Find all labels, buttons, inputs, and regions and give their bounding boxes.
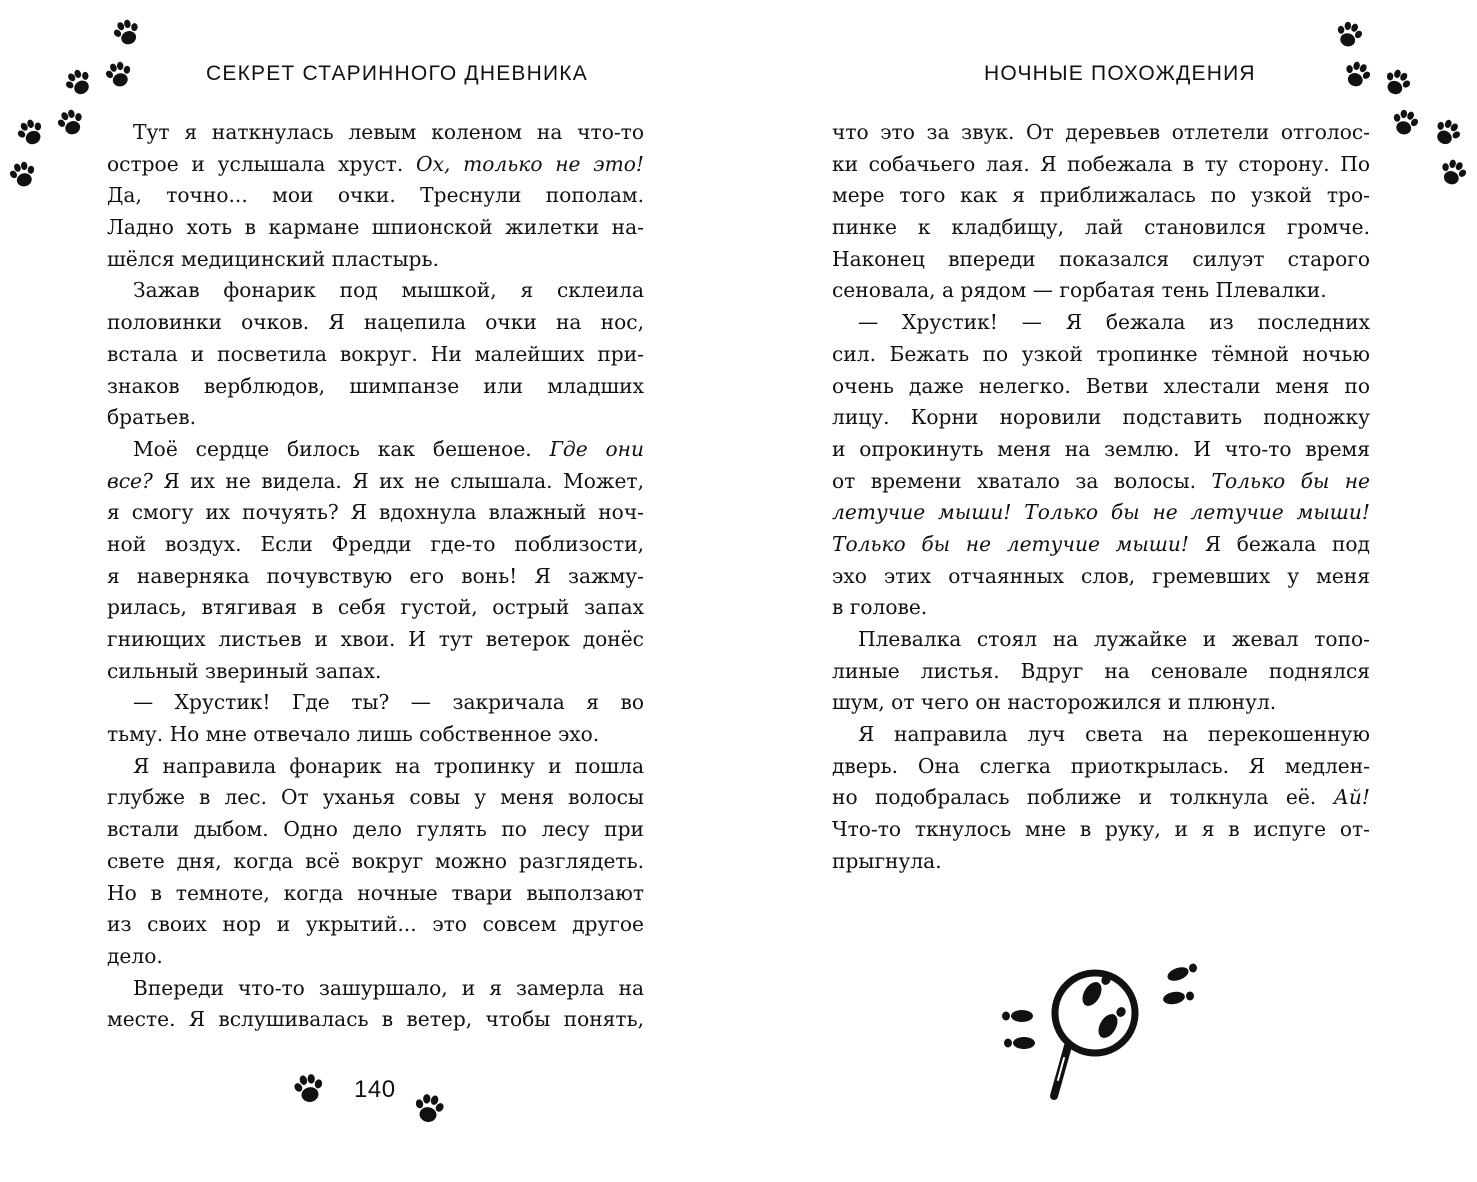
text-line bbox=[107, 466, 644, 498]
body-text: я наверняка почувствую его вонь! Я зажму- bbox=[107, 563, 644, 588]
body-text: шум, от чего он насторожился и плюнул. bbox=[832, 690, 1277, 715]
text-line bbox=[107, 561, 644, 593]
text-line bbox=[832, 371, 1370, 403]
paw-print-icon bbox=[104, 60, 134, 90]
paw-print-icon bbox=[1342, 60, 1372, 90]
text-line bbox=[107, 371, 644, 403]
body-text: — Хрустик! — Я бежала из последних bbox=[858, 310, 1370, 335]
text-line bbox=[107, 275, 644, 307]
text-line bbox=[107, 878, 644, 910]
body-text: свете дня, когда всё вокруг можно разглядеть. bbox=[107, 848, 644, 873]
body-text: ной воздух. Если Фредди где-то поблизости, bbox=[107, 531, 644, 556]
body-text: очень даже нелегко. Ветви хлестали меня по bbox=[832, 373, 1370, 398]
body-text: прыгнула. bbox=[832, 848, 942, 873]
body-text: Я бежала под bbox=[1189, 531, 1370, 556]
body-text: половинки очков. Я нацепила очки на нос, bbox=[107, 310, 644, 335]
body-text: Тут я наткнулась левым коленом на что-то bbox=[133, 120, 644, 144]
paw-print-icon bbox=[1382, 68, 1412, 98]
text-line bbox=[107, 973, 644, 1005]
body-text: знаков верблюдов, шимпанзе или младших bbox=[107, 373, 644, 398]
body-text: рилась, втягивая в себя густой, острый запах bbox=[107, 595, 644, 620]
body-text: из своих нор и укрытий... это совсем другое bbox=[107, 912, 644, 937]
body-text: шёлся медицинский пластырь. bbox=[107, 246, 439, 271]
body-text: ки собачьего лая. Я побежала в ту сторону. По bbox=[832, 151, 1370, 176]
text-line bbox=[832, 212, 1370, 244]
text-line bbox=[832, 656, 1370, 688]
body-text: Наконец впереди показался силуэт старого bbox=[832, 246, 1370, 271]
text-line bbox=[832, 561, 1370, 593]
text-line bbox=[832, 687, 1370, 719]
text-line bbox=[832, 117, 1370, 149]
body-text: сеновала, а рядом — горбатая тень Плевалки. bbox=[832, 278, 1327, 303]
right-text-block bbox=[832, 117, 1370, 878]
body-text: Да, точно... мои очки. Треснули пополам. bbox=[107, 183, 644, 208]
text-line bbox=[832, 782, 1370, 814]
text-line bbox=[832, 814, 1370, 846]
text-line bbox=[832, 529, 1370, 561]
body-text: встала и посветила вокруг. Ни малейших при- bbox=[107, 341, 644, 366]
text-line bbox=[832, 180, 1370, 212]
body-text: пинке к кладбищу, лай становился громче. bbox=[832, 215, 1370, 240]
paw-print-icon bbox=[1432, 118, 1462, 148]
paw-print-icon bbox=[16, 118, 46, 148]
text-line bbox=[107, 814, 644, 846]
text-line bbox=[832, 307, 1370, 339]
body-text: дверь. Она слегка приоткрылась. Я медлен- bbox=[832, 753, 1370, 778]
text-line bbox=[107, 909, 644, 941]
text-line bbox=[832, 244, 1370, 276]
body-text: но подобралась поближе и толкнула её. bbox=[832, 785, 1334, 810]
text-line bbox=[107, 149, 644, 181]
text-line bbox=[107, 1004, 644, 1036]
text-line bbox=[832, 434, 1370, 466]
body-text: — Хрустик! Где ты? — закричала я во bbox=[133, 690, 644, 715]
text-line bbox=[107, 624, 644, 656]
body-text: братьев. bbox=[107, 405, 197, 430]
text-line bbox=[107, 941, 644, 973]
text-line bbox=[107, 339, 644, 371]
text-line bbox=[107, 212, 644, 244]
paw-print-icon bbox=[64, 68, 94, 98]
italic-text: все? bbox=[107, 468, 153, 493]
text-line bbox=[832, 497, 1370, 529]
paw-print-icon bbox=[112, 18, 142, 48]
text-line bbox=[107, 307, 644, 339]
body-text: Моё сердце билось как бешеное. bbox=[133, 436, 550, 461]
paw-print-icon bbox=[412, 1092, 446, 1126]
paw-print-icon bbox=[56, 108, 86, 138]
body-text: гниющих листьев и хвои. И тут ветерок донёс bbox=[107, 627, 644, 651]
text-line bbox=[832, 592, 1370, 624]
body-text: Но в темноте, когда ночные твари выползают bbox=[107, 880, 644, 905]
body-text: Зажав фонарик под мышкой, я склеила bbox=[133, 278, 644, 303]
body-text: что это за звук. От деревьев отлетели отголос- bbox=[832, 120, 1370, 144]
text-line bbox=[107, 656, 644, 688]
running-head-right: НОЧНЫЕ ПОХОЖДЕНИЯ bbox=[984, 62, 1256, 85]
italic-text: Только бы не bbox=[1211, 468, 1370, 493]
body-text: месте. Я вслушивалась в ветер, чтобы понять, bbox=[107, 1007, 644, 1032]
left-page bbox=[0, 0, 738, 1182]
italic-text: летучие мыши! Только бы не летучие мыши! bbox=[832, 500, 1370, 525]
text-line bbox=[107, 687, 644, 719]
text-line bbox=[107, 846, 644, 878]
text-line bbox=[832, 275, 1370, 307]
body-text: эхо этих отчаянных слов, гремевших у меня bbox=[832, 563, 1370, 588]
text-line bbox=[107, 180, 644, 212]
left-text-block bbox=[107, 117, 644, 1036]
text-line bbox=[107, 434, 644, 466]
paw-print-icon bbox=[292, 1072, 326, 1106]
text-line bbox=[832, 624, 1370, 656]
body-text: дело. bbox=[107, 943, 163, 968]
body-text: Я направила луч света на перекошенную bbox=[858, 722, 1370, 747]
body-text: от времени хватало за волосы. bbox=[832, 468, 1212, 493]
magnifier-footprints-icon bbox=[998, 958, 1204, 1102]
text-line bbox=[107, 719, 644, 751]
paw-print-icon bbox=[1438, 158, 1468, 188]
text-line bbox=[832, 339, 1370, 371]
text-line bbox=[832, 846, 1370, 878]
body-text: Я их не видела. Я их не слышала. Может, bbox=[152, 468, 644, 493]
text-line bbox=[107, 117, 644, 149]
body-text: сильный звериный запах. bbox=[107, 658, 382, 683]
paw-print-icon bbox=[8, 160, 38, 190]
italic-text: Ох, только не это! bbox=[416, 151, 644, 176]
text-line bbox=[107, 529, 644, 561]
text-line bbox=[107, 244, 644, 276]
text-line bbox=[107, 497, 644, 529]
body-text: Впереди что-то зашуршало, и я замерла на bbox=[133, 975, 644, 1000]
text-line bbox=[107, 592, 644, 624]
body-text: Я направила фонарик на тропинку и пошла bbox=[133, 753, 644, 778]
text-line bbox=[832, 149, 1370, 181]
text-line bbox=[832, 719, 1370, 751]
text-line bbox=[832, 466, 1370, 498]
body-text: мере того как я приближалась по узкой тро- bbox=[832, 183, 1370, 208]
body-text: я смогу их почуять? Я вдохнула влажный ноч- bbox=[107, 500, 644, 525]
body-text: глубже в лес. От уханья совы у меня волосы bbox=[107, 785, 644, 810]
body-text: Ладно хоть в кармане шпионской жилетки на- bbox=[107, 215, 644, 240]
text-line bbox=[107, 782, 644, 814]
text-line bbox=[107, 402, 644, 434]
text-line bbox=[832, 751, 1370, 783]
body-text: Плевалка стоял на лужайке и жевал топо- bbox=[858, 627, 1370, 651]
body-text: линые листья. Вдруг на сеновале поднялся bbox=[832, 658, 1370, 683]
text-line bbox=[832, 402, 1370, 434]
body-text: лицу. Корни норовили подставить подножку bbox=[832, 405, 1370, 430]
paw-print-icon bbox=[1390, 108, 1420, 138]
body-text: острое и услышала хруст. bbox=[107, 151, 417, 176]
body-text: сил. Бежать по узкой тропинке тёмной ночью bbox=[832, 341, 1370, 366]
italic-text: Ай! bbox=[1333, 785, 1370, 810]
body-text: тьму. Но мне отвечало лишь собственное эхо. bbox=[107, 722, 600, 747]
text-line bbox=[107, 751, 644, 783]
running-head-left: СЕКРЕТ СТАРИННОГО ДНЕВНИКА bbox=[206, 62, 588, 85]
body-text: Что-то ткнулось мне в руку, и я в испуге от- bbox=[832, 817, 1370, 842]
body-text: встали дыбом. Одно дело гулять по лесу при bbox=[107, 817, 644, 842]
italic-text: Только бы не летучие мыши! bbox=[832, 531, 1190, 556]
body-text: и опрокинуть меня на землю. И что-то время bbox=[832, 436, 1370, 461]
body-text: в голове. bbox=[832, 595, 928, 620]
paw-print-icon bbox=[1334, 20, 1364, 50]
italic-text: Где они bbox=[549, 436, 644, 461]
page-number: 140 bbox=[354, 1076, 396, 1103]
